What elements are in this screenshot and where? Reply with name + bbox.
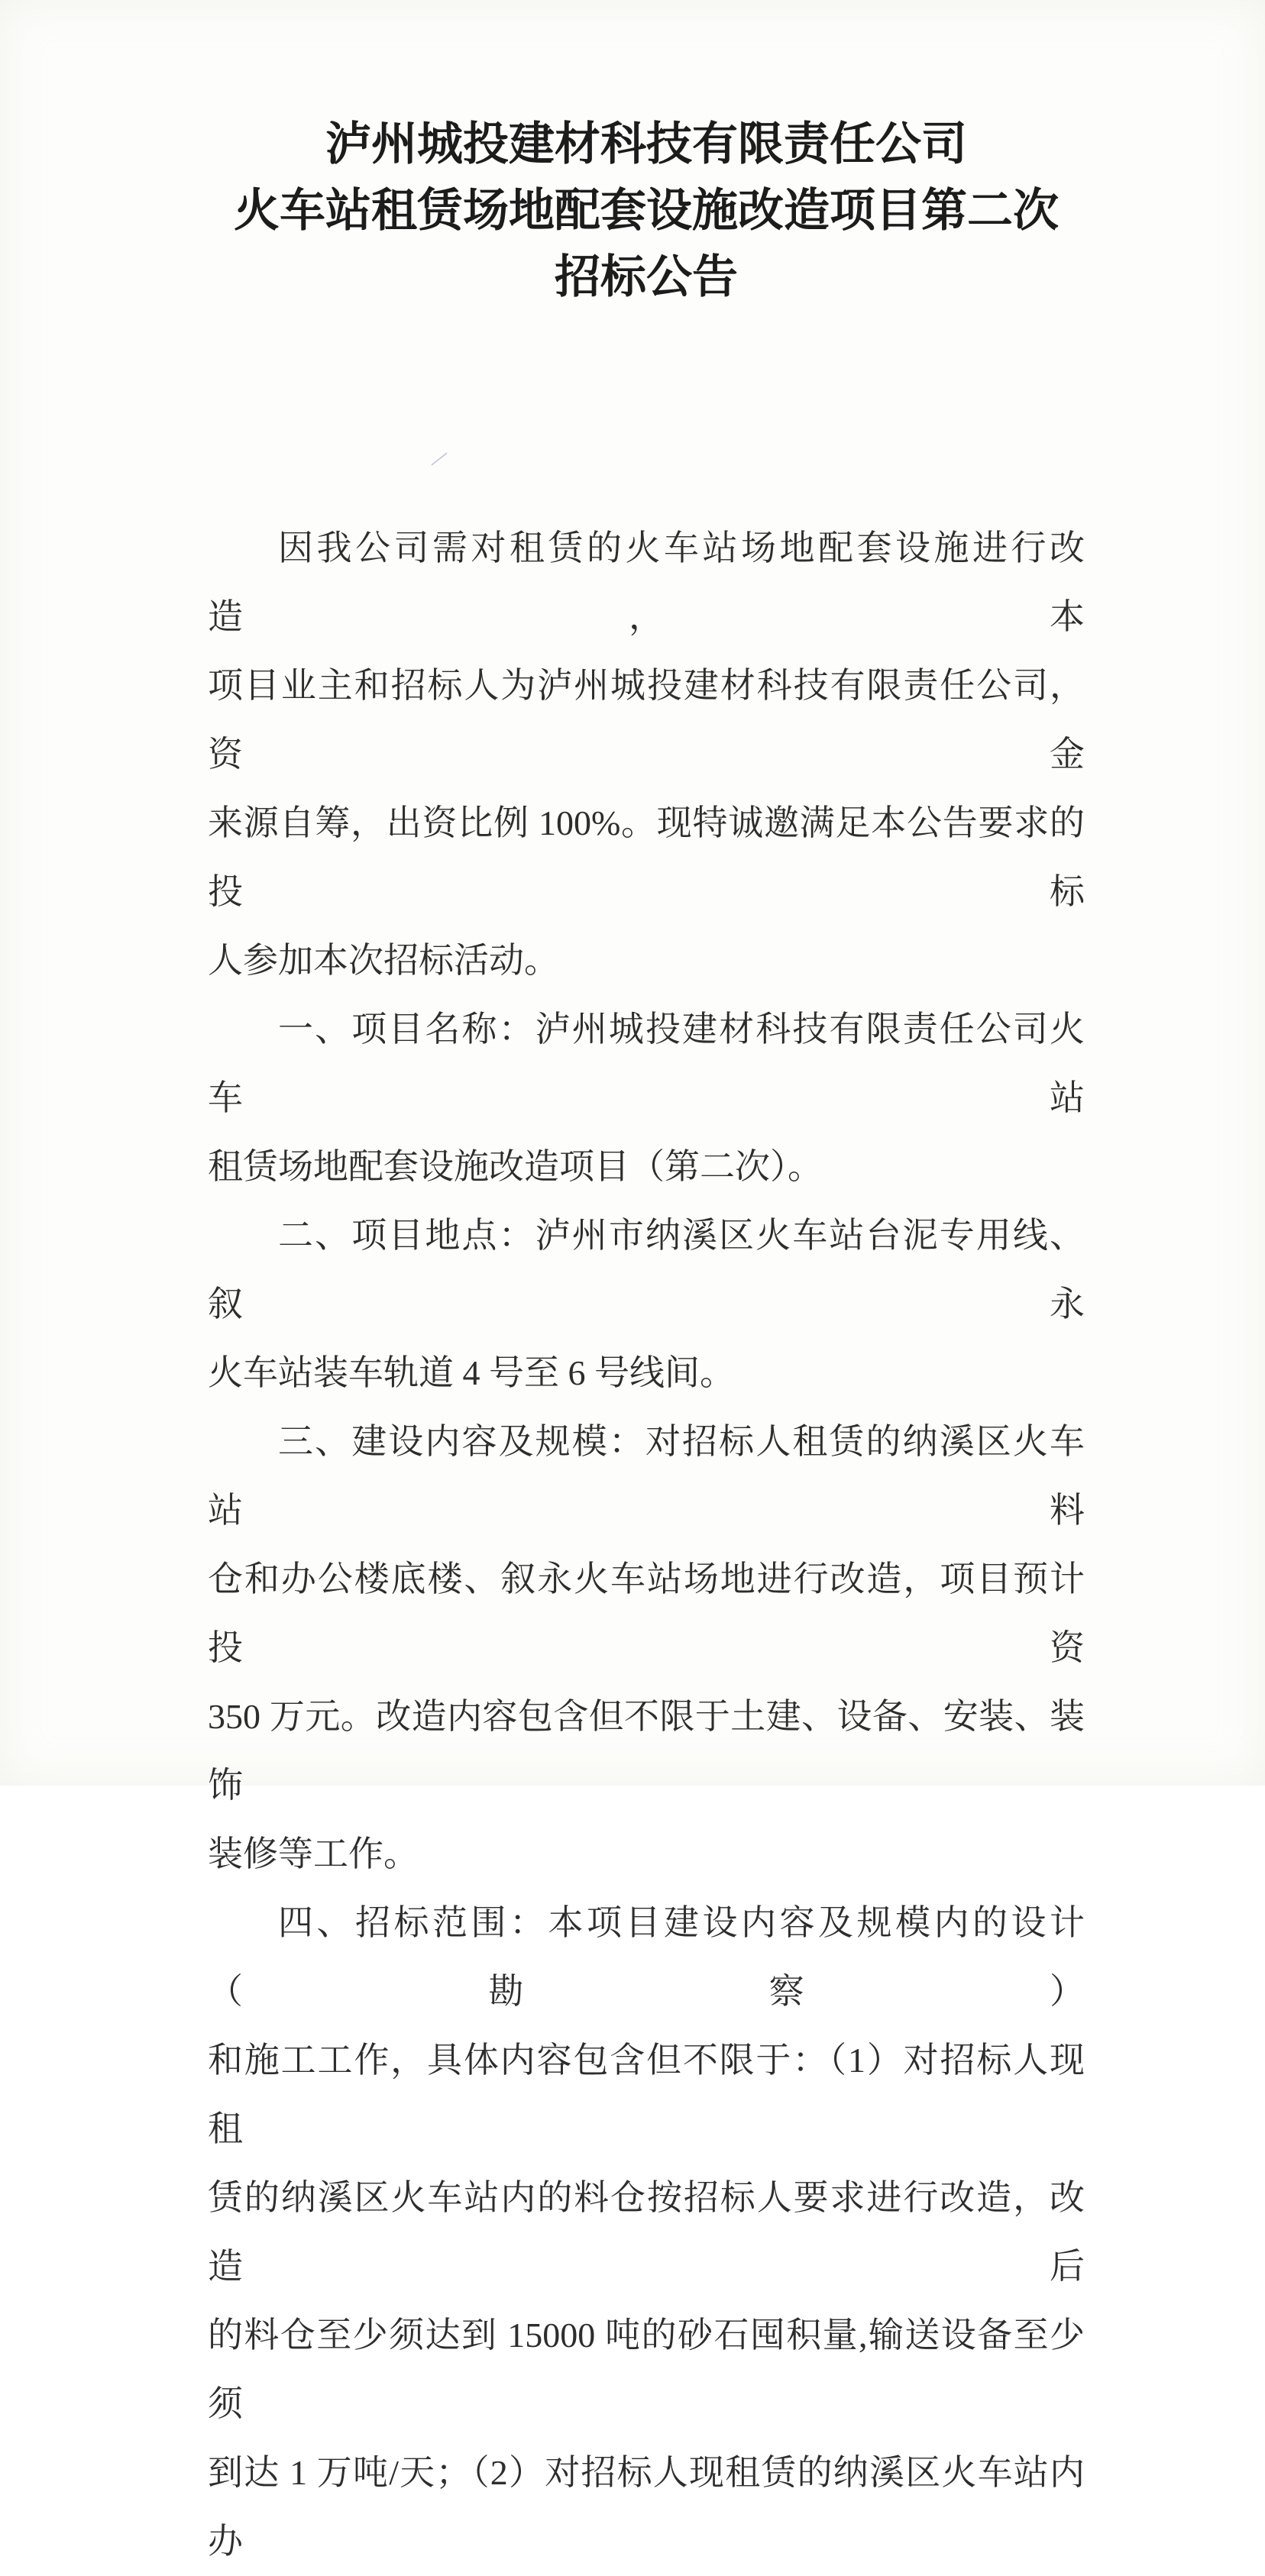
body-line: 到达 1 万吨/天；（2）对招标人现租赁的纳溪区火车站内办 [208, 2453, 1085, 2561]
body-line-section-4: 四、招标范围：本项目建设内容及规模内的设计（勘察） [208, 1903, 1085, 2011]
body-line: 人参加本次招标活动。 [208, 941, 559, 980]
body-line: 350 万元。改造内容包含但不限于土建、设备、安装、装饰 [208, 1697, 1085, 1805]
title-line-company: 泸州城投建材科技有限责任公司 [325, 119, 967, 170]
body-line: 仓和办公楼底楼、叙永火车站场地进行改造，项目预计投资 [208, 1559, 1085, 1667]
title-line-project: 火车站租赁场地配套设施改造项目第二次 [234, 186, 1059, 236]
body-line: 的料仓至少须达到 15000 吨的砂石囤积量,输送设备至少须 [208, 2316, 1085, 2423]
document-content [208, 0, 1085, 2576]
body-line: 租赁场地配套设施改造项目（第二次）。 [208, 1147, 823, 1186]
body-line-section-3: 三、建设内容及规模：对招标人租赁的纳溪区火车站料 [208, 1422, 1085, 1530]
document-title [208, 0, 1085, 311]
body-line: 来源自筹，出资比例 100%。现特诚邀满足本公告要求的投标 [208, 803, 1085, 911]
body-line: 火车站装车轨道 4 号至 6 号线间。 [208, 1353, 735, 1392]
body-line: 赁的纳溪区火车站内的料仓按招标人要求进行改造，改造后 [208, 2178, 1085, 2286]
body-line-section-2: 二、项目地点：泸州市纳溪区火车站台泥专用线、叙永 [208, 1216, 1085, 1324]
body-line: 项目业主和招标人为泸州城投建材科技有限责任公司，资金 [208, 666, 1085, 774]
body-line-section-1: 一、项目名称：泸州城投建材科技有限责任公司火车站 [208, 1010, 1085, 1117]
document-body [208, 514, 1085, 2576]
body-line: 和施工工作，具体内容包含但不限于：（1）对招标人现租 [208, 2041, 1085, 2148]
body-line: 装修等工作。 [208, 1834, 419, 1873]
body-line: 因我公司需对租赁的火车站场地配套设施进行改造，本 [208, 528, 1085, 636]
title-line-announcement: 招标公告 [555, 252, 738, 302]
